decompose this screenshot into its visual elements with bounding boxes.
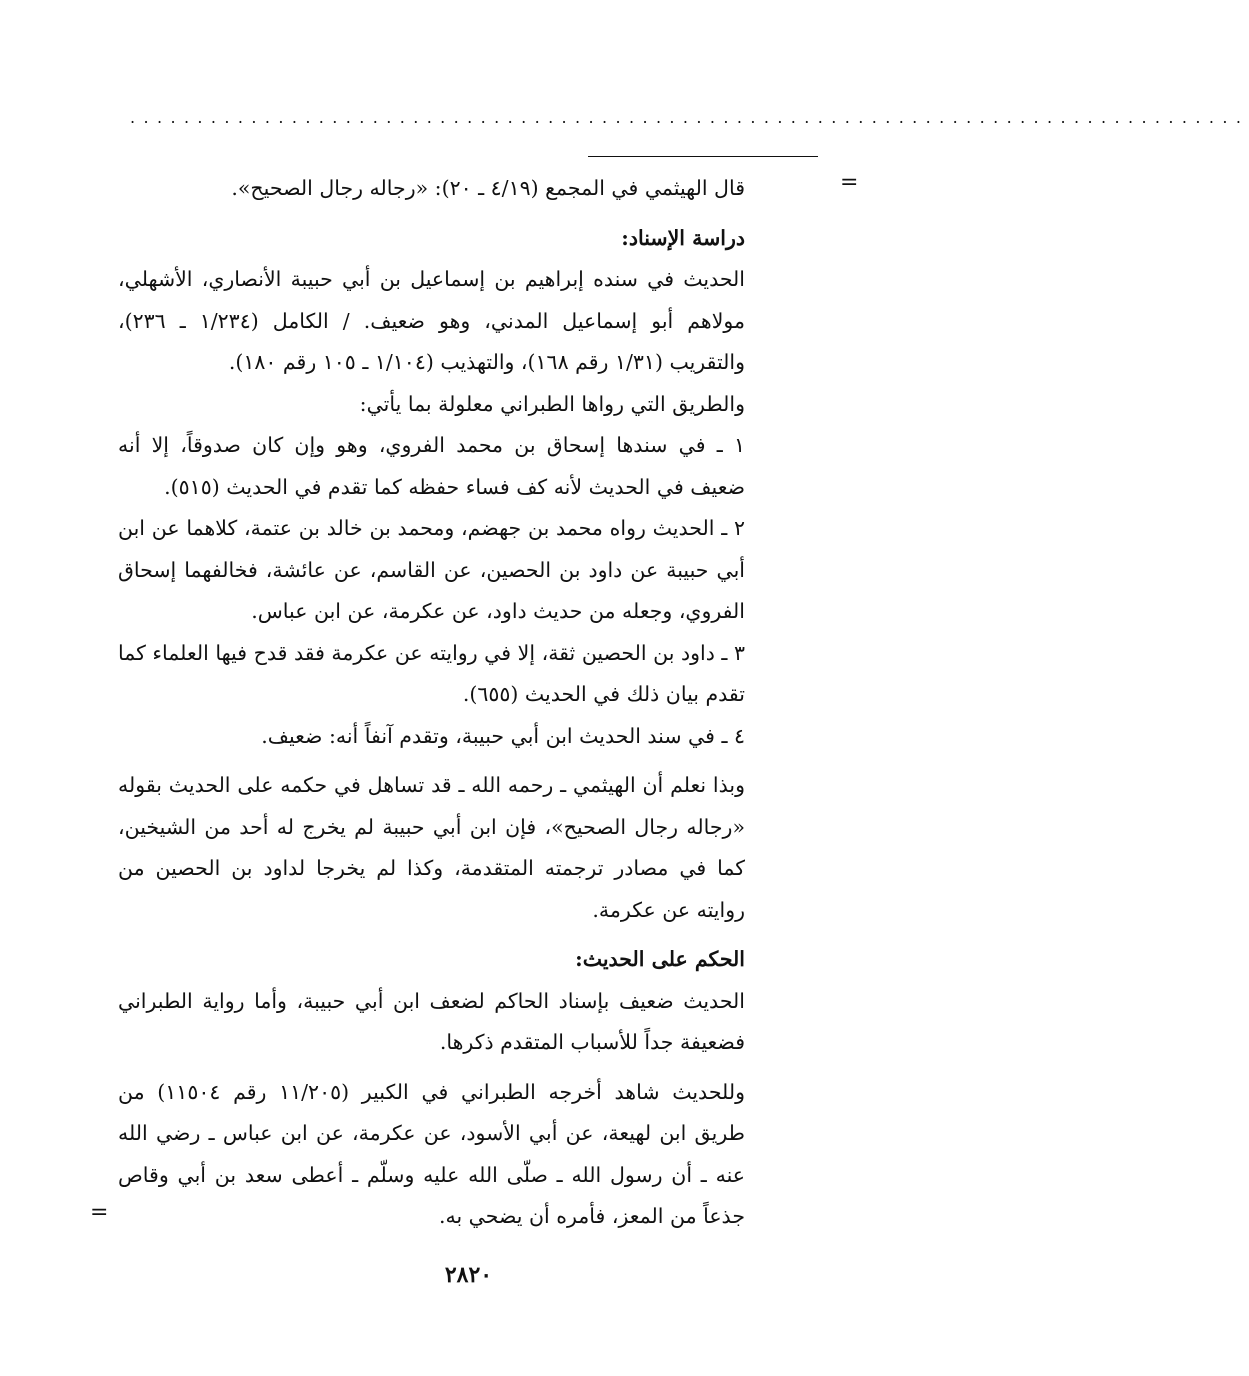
heading-ruling: الحكم على الحديث: [575, 947, 745, 971]
paragraph-supporting-hadith: وللحديث شاهد أخرجه الطبراني في الكبير (١١/٢٠٥ رقم ١١٥٠٤) من طريق ابن لهيعة، عن أبي الأسود، عن عكرمة، عن ابن عباس ـ رضي الله عنه ـ أن رسول الله ـ صلّى الله عليه وسلّم ـ أعطى سعد بن أبي وقاص جذعاً من المعز، فأمره أن يضحي به. [118, 1079, 745, 1228]
page-number: ٢٨٢٠ [444, 1262, 493, 1288]
paragraph-conclusion: وبذا نعلم أن الهيثمي ـ رحمه الله ـ قد تساهل في حكمه على الحديث بقوله «رجاله رجال الصحيح»، فإن ابن أبي حبيبة لم يخرج له أحد من الشيخين، كما في مصادر ترجمته المتقدمة، وكذا لم يخرجا لداود بن الحصين من روايته عن عكرمة. [118, 773, 745, 922]
paragraph-narrator: الحديث في سنده إبراهيم بن إسماعيل بن أبي حبيبة الأنصاري، الأشهلي، مولاهم أبو إسماعيل المدني، وهو ضعيف. / الكامل (١/٢٣٤ ـ ٢٣٦)، والتقريب (١/٣١ رقم ١٦٨)، والتهذيب (١/١٠٤ ـ ١٠٥ رقم ١٨٠). [118, 267, 745, 374]
continuation-mark-bottom: = [90, 1200, 109, 1225]
continuation-mark-top: = [840, 170, 859, 195]
paragraph-ruling: الحديث ضعيف بإسناد الحاكم لضعف ابن أبي حبيبة، وأما رواية الطبراني فضعيفة جداً للأسباب المتقدم ذكرها. [118, 988, 745, 1054]
list-item-1: ١ ـ في سندها إسحاق بن محمد الفروي، وهو وإن كان صدوقاً، إلا أنه ضعيف في الحديث لأنه كف فساء حفظه كما تقدم في الحديث (٥١٥). [118, 433, 745, 499]
heading-isnad-study: دراسة الإسناد: [621, 225, 745, 250]
list-item-3: ٣ ـ داود بن الحصين ثقة، إلا في روايته عن عكرمة فقد قدح فيها العلماء كما تقدم بيان ذلك في الحديث (٦٥٥). [118, 640, 745, 706]
list-item-2: ٢ ـ الحديث رواه محمد بن جهضم، ومحمد بن خالد بن عتمة، كلاهما عن ابن أبي حبيبة عن داود بن الحصين، عن القاسم، عن عائشة، فخالفهما إسحاق الفروي، وجعله من حديث داود، عن عكرمة، عن ابن عباس. [118, 516, 745, 623]
main-text [118, 168, 745, 1238]
dotted-separator: ................................................................................... [130, 108, 1249, 127]
paragraph-tabarani-intro: والطريق التي رواها الطبراني معلولة بما يأتي: [359, 391, 745, 416]
footnote-rule [588, 156, 818, 157]
list-item-4: ٤ ـ في سند الحديث ابن أبي حبيبة، وتقدم آنفاً أنه: ضعيف. [261, 723, 745, 748]
paragraph-haythami-quote: قال الهيثمي في المجمع (٤/١٩ ـ ٢٠): «رجاله رجال الصحيح». [231, 176, 745, 200]
